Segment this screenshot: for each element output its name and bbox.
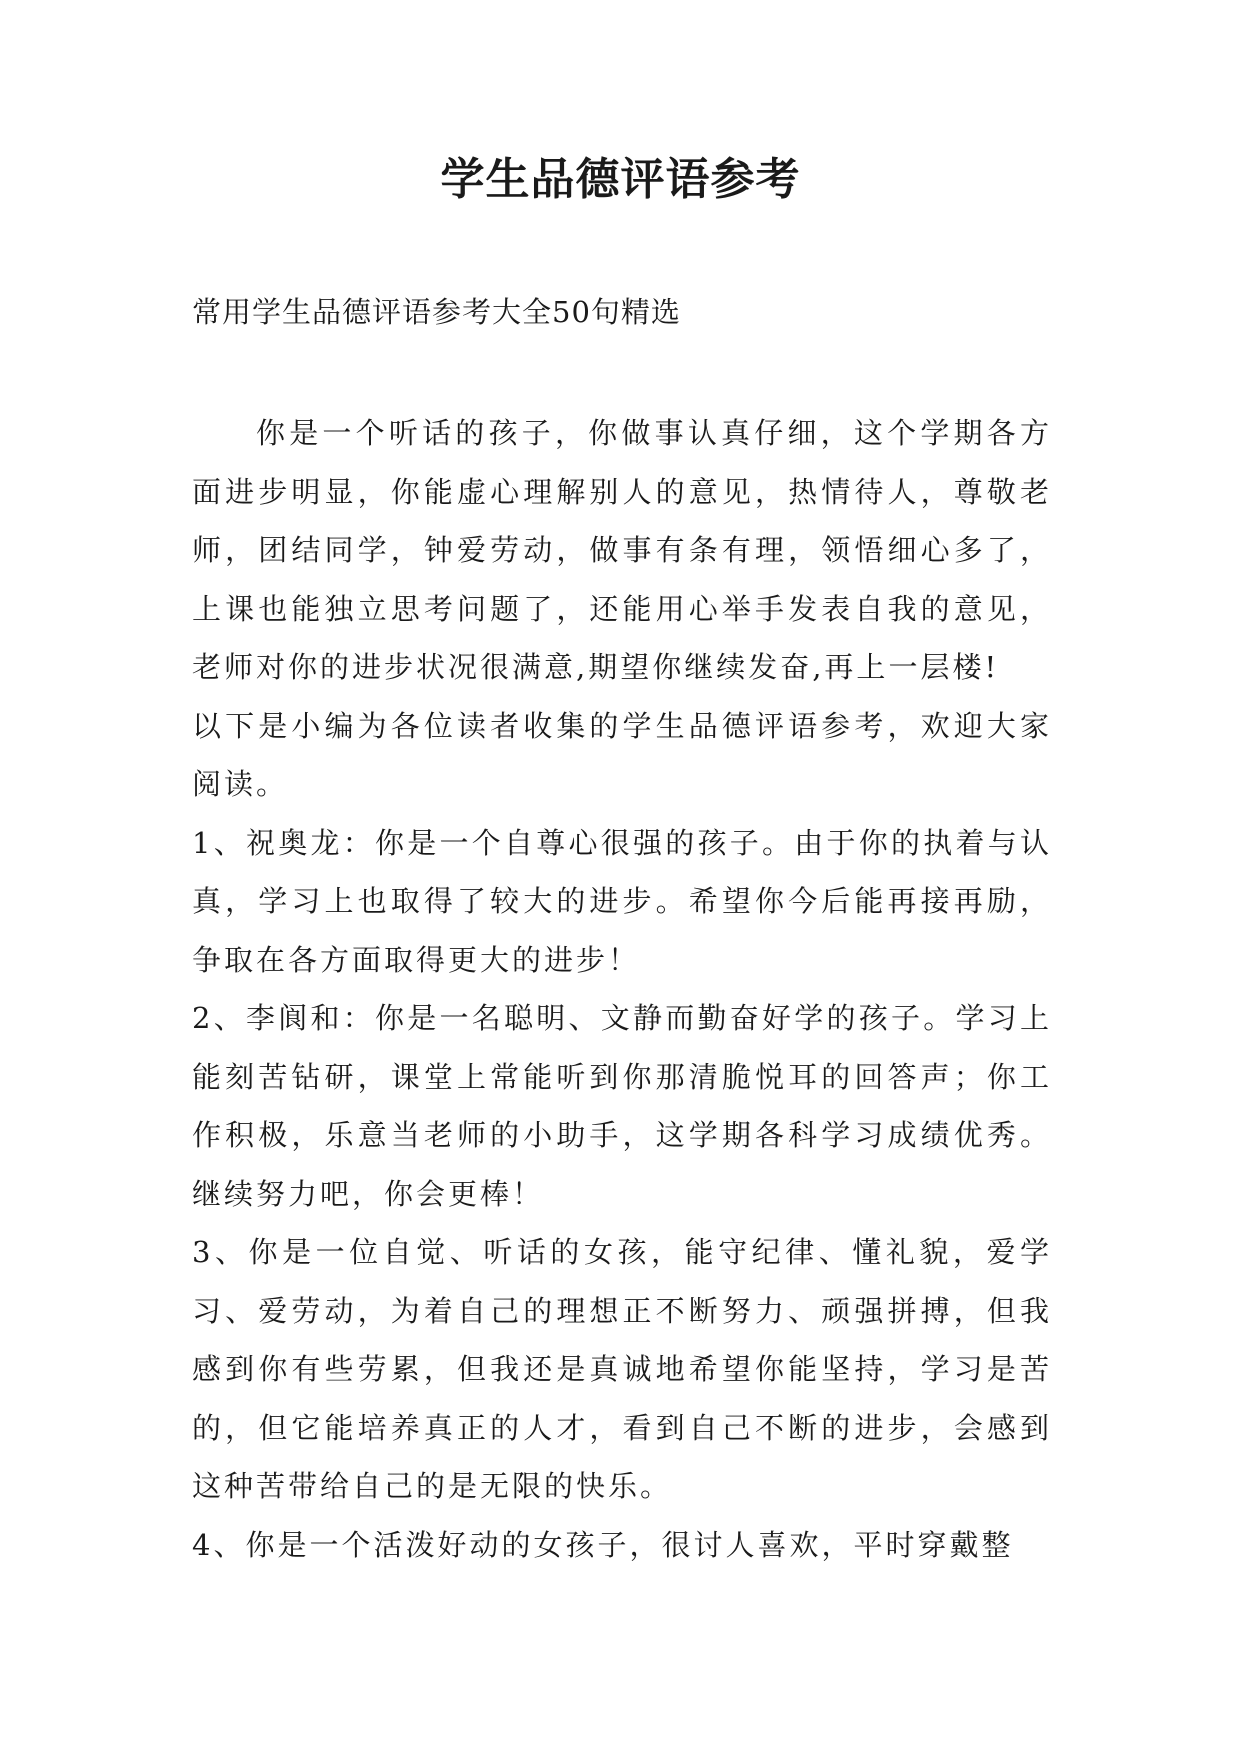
lead-in-paragraph: 以下是小编为各位读者收集的学生品德评语参考，欢迎大家阅读。	[192, 708, 1052, 801]
document-title: 学生品德评语参考	[440, 154, 801, 205]
document-body	[192, 404, 1052, 1574]
comment-item-4: 4、你是一个活泼好动的女孩子，很讨人喜欢，平时穿戴整	[192, 1527, 1014, 1562]
document-subtitle: 常用学生品德评语参考大全50句精选	[192, 295, 681, 329]
comment-item-2: 2、李阆和：你是一名聪明、文静而勤奋好学的孩子。学习上能刻苦钻研，课堂上常能听到你那清脆悦耳的回答声；你工作积极，乐意当老师的小助手，这学期各科学习成绩优秀。继续努力吧，你会更棒！	[192, 1001, 1052, 1211]
comment-item-1: 1、祝奥龙：你是一个自尊心很强的孩子。由于你的执着与认真，学习上也取得了较大的进步。希望你今后能再接再励，争取在各方面取得更大的进步！	[192, 825, 1052, 977]
intro-paragraph: 你是一个听话的孩子，你做事认真仔细，这个学期各方面进步明显，你能虚心理解别人的意见，热情待人，尊敬老师，团结同学，钟爱劳动，做事有条有理，领悟细心多了，上课也能独立思考问题了，还能用心举手发表自我的意见，老师对你的进步状况很满意,期望你继续发奋,再上一层楼!	[192, 416, 1052, 684]
comment-item-3: 3、你是一位自觉、听话的女孩，能守纪律、懂礼貌，爱学习、爱劳动，为着自己的理想正不断努力、顽强拼搏，但我感到你有些劳累，但我还是真诚地希望你能坚持，学习是苦的，但它能培养真正的人才，看到自己不断的进步，会感到这种苦带给自己的是无限的快乐。	[192, 1235, 1052, 1503]
